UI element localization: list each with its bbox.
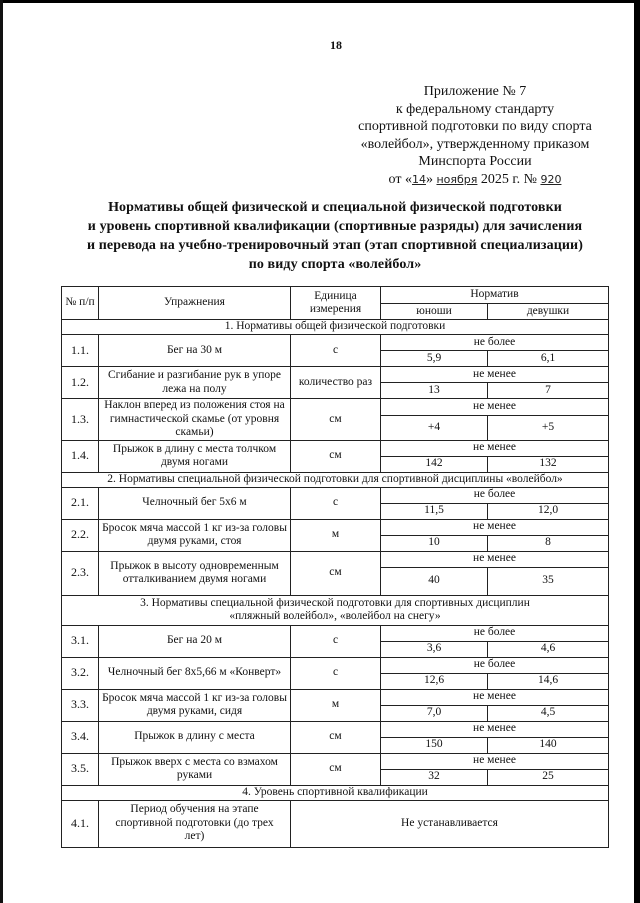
row-num: 3.4. xyxy=(62,721,99,753)
value-girls: 25 xyxy=(488,769,609,785)
row-exercise: Бросок мяча массой 1 кг из-за головы двумя руками, сидя xyxy=(99,689,291,721)
title-line: Нормативы общей физической и специальной физической подготовки xyxy=(108,200,562,215)
row-unit: м xyxy=(291,519,381,551)
table-row xyxy=(62,657,609,673)
value-girls: 12,0 xyxy=(488,503,609,519)
row-unit: с xyxy=(291,657,381,689)
table-header-row xyxy=(62,287,609,304)
row-condition: не менее xyxy=(381,551,609,567)
row-condition: не более xyxy=(381,487,609,503)
value-boys: 12,6 xyxy=(381,673,488,689)
value-girls: 4,6 xyxy=(488,641,609,657)
row-num: 2.2. xyxy=(62,519,99,551)
order-date-line xyxy=(355,171,595,189)
row-condition: не более xyxy=(381,625,609,641)
section-row xyxy=(62,472,609,487)
row-exercise: Прыжок в длину с места xyxy=(99,721,291,753)
table-row xyxy=(62,440,609,456)
date-prefix: от « xyxy=(388,171,412,187)
row-exercise: Прыжок вверх с места со взмахом руками xyxy=(99,753,291,785)
document-title xyxy=(60,198,610,274)
value-girls: 14,6 xyxy=(488,673,609,689)
value-boys: 3,6 xyxy=(381,641,488,657)
appendix-line: спортивной подготовки по виду спорта xyxy=(358,119,592,134)
row-exercise: Бег на 20 м xyxy=(99,625,291,657)
section-title: 1. Нормативы общей физической подготовки xyxy=(62,320,609,335)
row-condition: не более xyxy=(381,657,609,673)
row-num: 3.3. xyxy=(62,689,99,721)
date-mid: » xyxy=(425,171,437,187)
row-unit: см xyxy=(291,440,381,472)
header-boys: юноши xyxy=(381,303,488,320)
row-num: 3.2. xyxy=(62,657,99,689)
table-row xyxy=(62,721,609,737)
section-title: 3. Нормативы специальной физической подготовки для спортивных дисциплин «пляжный волейбол», «волейбол на снегу» xyxy=(62,595,609,625)
row-unit: количество раз xyxy=(291,367,381,399)
row-unit: см xyxy=(291,399,381,441)
value-girls: 140 xyxy=(488,737,609,753)
scan-border-right xyxy=(634,0,640,903)
value-girls: 132 xyxy=(488,456,609,472)
row-condition: не менее xyxy=(381,519,609,535)
row-unit: м xyxy=(291,689,381,721)
title-line: и уровень спортивной квалификации (спортивные разряды) для зачисления xyxy=(87,219,583,234)
table-row xyxy=(62,689,609,705)
value-boys: 142 xyxy=(381,456,488,472)
value-boys: 5,9 xyxy=(381,351,488,367)
row-exercise: Прыжок в высоту одновременным отталкиванием двумя ногами xyxy=(99,551,291,595)
value-boys: 7,0 xyxy=(381,705,488,721)
value-boys: 13 xyxy=(381,383,488,399)
appendix-line: «волейбол», утвержденному приказом xyxy=(360,136,590,152)
section-row xyxy=(62,595,609,625)
table-row xyxy=(62,335,609,351)
table-row xyxy=(62,519,609,535)
header-unit: Единица измерения xyxy=(291,287,381,320)
handwritten-order-number: 920 xyxy=(540,172,562,186)
table-row xyxy=(62,551,609,567)
table-row xyxy=(62,800,609,847)
row-unit: с xyxy=(291,625,381,657)
table-row xyxy=(62,625,609,641)
row-exercise: Наклон вперед из положения стоя на гимнастической скамье (от уровня скамьи) xyxy=(99,399,291,441)
row-condition: не менее xyxy=(381,721,609,737)
row-unit: с xyxy=(291,487,381,519)
scan-border-top xyxy=(0,0,640,3)
table-row xyxy=(62,367,609,383)
row-unit: см xyxy=(291,551,381,595)
row-exercise: Сгибание и разгибание рук в упоре лежа на полу xyxy=(99,367,291,399)
row-num: 1.1. xyxy=(62,335,99,367)
table-row xyxy=(62,399,609,416)
value-girls: 7 xyxy=(488,383,609,399)
value-girls: 6,1 xyxy=(488,351,609,367)
appendix-line: Минспорта России xyxy=(418,154,532,169)
row-unit: см xyxy=(291,721,381,753)
title-line: и перевода на учебно-тренировочный этап (этап спортивной специализации) xyxy=(87,238,583,253)
row-num: 1.3. xyxy=(62,399,99,441)
title-line: по виду спорта «волейбол» xyxy=(248,257,422,272)
row-num: 2.1. xyxy=(62,487,99,519)
header-norm: Норматив xyxy=(381,287,609,304)
section-row xyxy=(62,320,609,335)
value-girls: 35 xyxy=(488,567,609,595)
value-boys: 32 xyxy=(381,769,488,785)
row-exercise: Бросок мяча массой 1 кг из-за головы двумя руками, стоя xyxy=(99,519,291,551)
appendix-block xyxy=(355,83,595,188)
row-condition: не более xyxy=(381,335,609,351)
row-condition: не менее xyxy=(381,753,609,769)
value-boys: 150 xyxy=(381,737,488,753)
page-number: 18 xyxy=(330,38,342,52)
row-num: 1.2. xyxy=(62,367,99,399)
row-exercise: Челночный бег 8х5,66 м «Конверт» xyxy=(99,657,291,689)
row-num: 4.1. xyxy=(62,800,99,847)
value-girls: +5 xyxy=(488,416,609,440)
row-num: 3.5. xyxy=(62,753,99,785)
row-exercise: Челночный бег 5х6 м xyxy=(99,487,291,519)
appendix-line: Приложение № 7 xyxy=(423,84,527,99)
handwritten-month: ноября xyxy=(436,172,478,186)
header-num: № п/п xyxy=(62,287,99,320)
header-girls: девушки xyxy=(488,303,609,320)
row-num: 2.3. xyxy=(62,551,99,595)
row-unit: с xyxy=(291,335,381,367)
header-exercise: Упражнения xyxy=(99,287,291,320)
row-condition: не менее xyxy=(381,399,609,416)
standards-table xyxy=(61,286,609,848)
value-boys: +4 xyxy=(381,416,488,440)
row-num: 1.4. xyxy=(62,440,99,472)
value-girls: 4,5 xyxy=(488,705,609,721)
row-exercise: Период обучения на этапе спортивной подготовки (до трех лет) xyxy=(99,800,291,847)
row-value: Не устанавливается xyxy=(291,800,609,847)
row-num: 3.1. xyxy=(62,625,99,657)
table-row xyxy=(62,753,609,769)
row-condition: не менее xyxy=(381,367,609,383)
handwritten-day: 14 xyxy=(411,172,426,186)
row-unit: см xyxy=(291,753,381,785)
value-boys: 40 xyxy=(381,567,488,595)
section-title: 2. Нормативы специальной физической подготовки для спортивной дисциплины «волейбол» xyxy=(62,472,609,487)
value-girls: 8 xyxy=(488,535,609,551)
year-text: 2025 г. № xyxy=(477,171,541,187)
row-exercise: Прыжок в длину с места толчком двумя ногами xyxy=(99,440,291,472)
value-boys: 10 xyxy=(381,535,488,551)
value-boys: 11,5 xyxy=(381,503,488,519)
row-condition: не менее xyxy=(381,440,609,456)
scan-border-left xyxy=(0,0,3,903)
section-title: 4. Уровень спортивной квалификации xyxy=(62,785,609,800)
table-row xyxy=(62,487,609,503)
appendix-line: к федеральному стандарту xyxy=(395,101,555,117)
row-exercise: Бег на 30 м xyxy=(99,335,291,367)
row-condition: не менее xyxy=(381,689,609,705)
section-row xyxy=(62,785,609,800)
